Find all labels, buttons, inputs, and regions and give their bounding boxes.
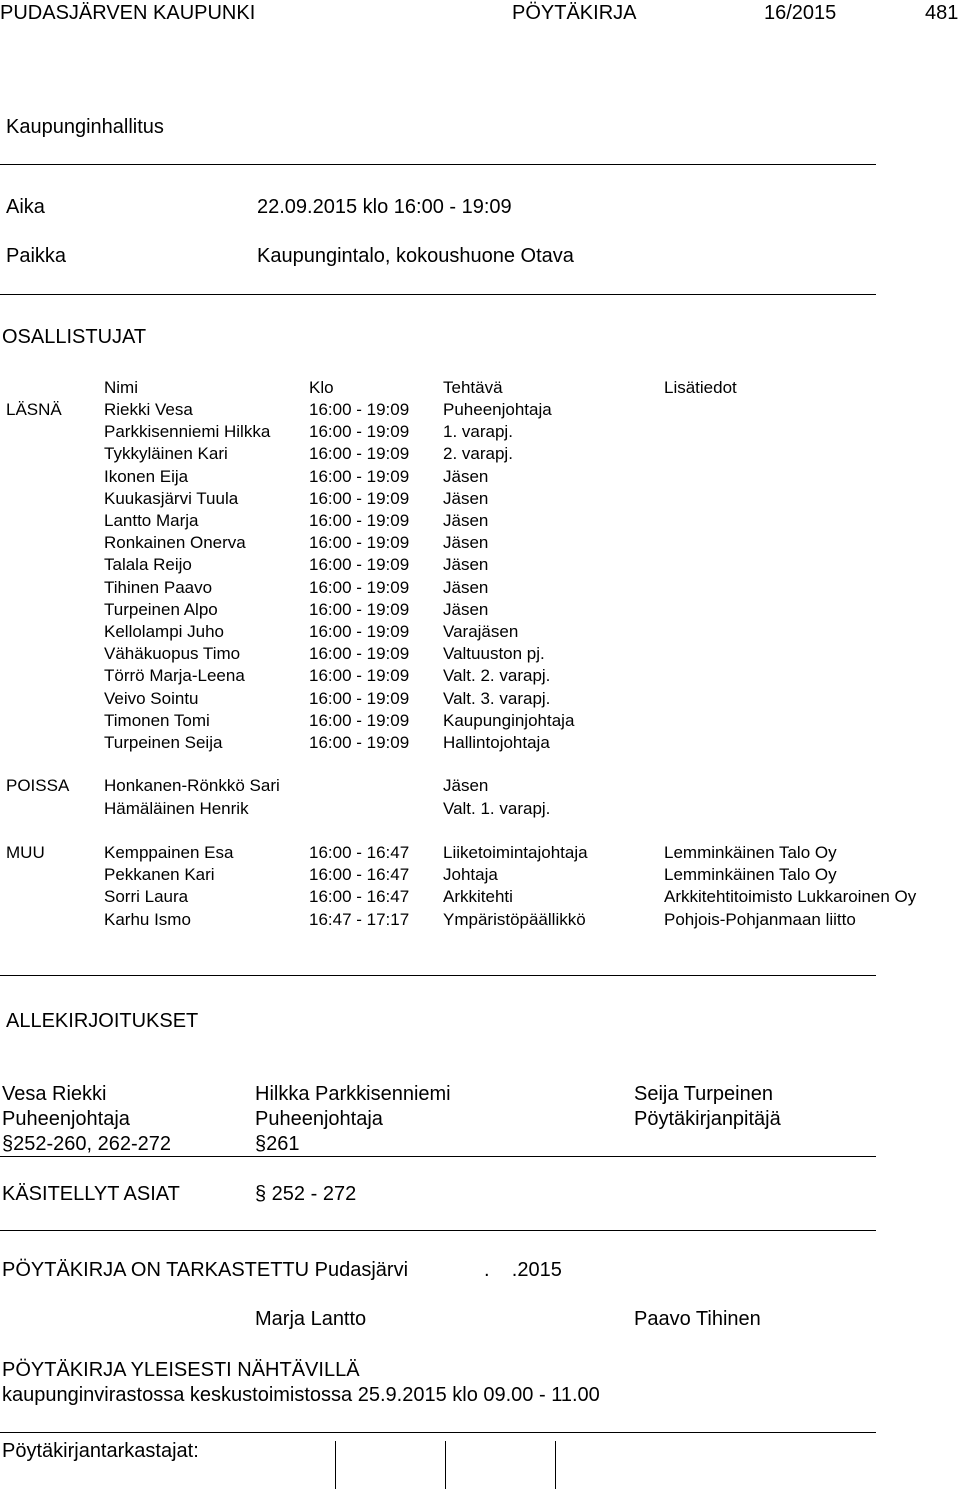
divider bbox=[0, 164, 876, 165]
participant-name: Kuukasjärvi Tuula bbox=[104, 488, 239, 508]
checker-1-name: Marja Lantto bbox=[255, 1308, 367, 1330]
participant-name: Talala Reijo bbox=[104, 555, 192, 575]
participant-name: Pekkanen Kari bbox=[104, 865, 215, 885]
participant-role: Hallintojohtaja bbox=[443, 733, 550, 752]
participant-name: Riekki Vesa bbox=[104, 400, 193, 419]
participant-time: 16:00 - 19:09 bbox=[309, 577, 410, 597]
absent-label: POISSA bbox=[6, 776, 70, 795]
participant-role: Arkkitehti bbox=[443, 887, 513, 907]
participant-time: 16:00 - 16:47 bbox=[309, 843, 410, 862]
participant-name: Parkkisenniemi Hilkka bbox=[104, 422, 271, 442]
participant-name: Lantto Marja bbox=[104, 511, 199, 530]
participant-name: Turpeinen Seija bbox=[104, 733, 223, 752]
participant-name: Tihinen Paavo bbox=[104, 577, 213, 597]
participant-role: Valt. 1. varapj. bbox=[443, 798, 551, 818]
participant-name: Kellolampi Juho bbox=[104, 622, 225, 641]
public-text: kaupunginvirastossa keskustoimistossa 25.9.2015 klo 09.00 - 11.00 bbox=[2, 1384, 600, 1406]
col-role-header: Tehtävä bbox=[443, 378, 503, 397]
participant-role: Jäsen bbox=[443, 466, 489, 486]
org-name: PUDASJÄRVEN KAUPUNKI bbox=[0, 2, 256, 24]
signer-2-sections: §261 bbox=[255, 1133, 300, 1155]
participant-name: Karhu Ismo bbox=[104, 909, 191, 929]
participant-name: Veivo Sointu bbox=[104, 688, 199, 708]
participant-name: Törrö Marja-Leena bbox=[104, 666, 245, 686]
participant-name: Tykkyläinen Kari bbox=[104, 444, 228, 464]
participant-time: 16:00 - 19:09 bbox=[309, 533, 410, 553]
participant-name: Ronkainen Onerva bbox=[104, 533, 246, 553]
participant-role: 1. varapj. bbox=[443, 422, 513, 442]
participant-role: Jäsen bbox=[443, 577, 489, 597]
signer-1-sections: §252-260, 262-272 bbox=[2, 1133, 172, 1155]
place-label: Paikka bbox=[6, 245, 67, 267]
signer-2-role: Puheenjohtaja bbox=[255, 1108, 383, 1130]
participant-time: 16:00 - 19:09 bbox=[309, 644, 410, 664]
participant-info: Pohjois-Pohjanmaan liitto bbox=[664, 909, 856, 929]
initial-box-divider bbox=[555, 1441, 556, 1489]
participant-time: 16:00 - 19:09 bbox=[309, 555, 410, 575]
participant-time: 16:00 - 19:09 bbox=[309, 400, 410, 419]
page-number: 481 bbox=[925, 2, 959, 24]
participant-time: 16:00 - 16:47 bbox=[309, 865, 410, 885]
participant-time: 16:00 - 19:09 bbox=[309, 511, 410, 530]
participant-role: Liiketoimintajohtaja bbox=[443, 843, 588, 862]
checker-2-name: Paavo Tihinen bbox=[634, 1308, 761, 1330]
participant-role: Johtaja bbox=[443, 865, 498, 885]
signer-3-name: Seija Turpeinen bbox=[634, 1083, 773, 1105]
participant-role: Jäsen bbox=[443, 599, 489, 619]
participant-name: Ikonen Eija bbox=[104, 466, 189, 486]
participant-role: Jäsen bbox=[443, 488, 489, 508]
participant-role: 2. varapj. bbox=[443, 444, 513, 464]
col-time-header: Klo bbox=[309, 378, 334, 397]
signer-1-name: Vesa Riekki bbox=[2, 1083, 107, 1105]
participant-time: 16:00 - 19:09 bbox=[309, 622, 410, 641]
doc-number: 16/2015 bbox=[764, 2, 837, 24]
participant-time: 16:00 - 19:09 bbox=[309, 444, 410, 464]
participant-time: 16:00 - 19:09 bbox=[309, 666, 410, 686]
participant-role: Jäsen bbox=[443, 533, 489, 553]
participant-name: Turpeinen Alpo bbox=[104, 599, 218, 619]
participant-name: Vähäkuopus Timo bbox=[104, 644, 241, 664]
participant-time: 16:00 - 19:09 bbox=[309, 710, 410, 730]
participant-time: 16:00 - 19:09 bbox=[309, 466, 410, 486]
participant-role: Valt. 2. varapj. bbox=[443, 666, 551, 686]
participant-name: Timonen Tomi bbox=[104, 710, 210, 730]
participant-time: 16:00 - 16:47 bbox=[309, 887, 410, 907]
participant-role: Jäsen bbox=[443, 511, 489, 530]
signer-2-name: Hilkka Parkkisenniemi bbox=[255, 1083, 451, 1105]
divider bbox=[0, 975, 876, 976]
participant-time: 16:00 - 19:09 bbox=[309, 599, 410, 619]
time-value: 22.09.2015 klo 16:00 - 19:09 bbox=[257, 196, 512, 218]
col-name-header: Nimi bbox=[104, 378, 138, 397]
checked-text: PÖYTÄKIRJA ON TARKASTETTU Pudasjärvi bbox=[2, 1259, 409, 1281]
signer-3-role: Pöytäkirjanpitäjä bbox=[634, 1108, 781, 1130]
participant-role: Ympäristöpäällikkö bbox=[443, 909, 586, 929]
present-label: LÄSNÄ bbox=[6, 400, 62, 419]
participant-time: 16:00 - 19:09 bbox=[309, 733, 410, 752]
signatures-title: ALLEKIRJOITUKSET bbox=[6, 1010, 199, 1032]
col-info-header: Lisätiedot bbox=[664, 378, 737, 397]
other-label: MUU bbox=[6, 843, 45, 862]
participant-info: Lemminkäinen Talo Oy bbox=[664, 843, 837, 862]
checked-date: . .2015 bbox=[484, 1259, 562, 1281]
participant-name: Kemppainen Esa bbox=[104, 843, 234, 862]
participants-title: OSALLISTUJAT bbox=[2, 326, 147, 348]
participant-role: Kaupunginjohtaja bbox=[443, 710, 575, 730]
initial-box-divider bbox=[335, 1441, 336, 1489]
participant-name: Honkanen-Rönkkö Sari bbox=[104, 776, 280, 795]
participant-role: Jäsen bbox=[443, 776, 489, 795]
handled-value: § 252 - 272 bbox=[255, 1183, 357, 1205]
divider bbox=[0, 1432, 876, 1433]
participant-time: 16:00 - 19:09 bbox=[309, 688, 410, 708]
participant-name: Sorri Laura bbox=[104, 887, 189, 907]
participant-role: Valt. 3. varapj. bbox=[443, 688, 551, 708]
divider bbox=[0, 294, 876, 295]
divider bbox=[0, 1156, 876, 1157]
time-label: Aika bbox=[6, 196, 45, 218]
handled-label: KÄSITELLYT ASIAT bbox=[2, 1183, 180, 1205]
participant-info: Lemminkäinen Talo Oy bbox=[664, 865, 837, 885]
participant-time: 16:00 - 19:09 bbox=[309, 422, 410, 442]
initial-box-divider bbox=[445, 1441, 446, 1489]
participant-role: Jäsen bbox=[443, 555, 489, 575]
participant-info: Arkkitehtitoimisto Lukkaroinen Oy bbox=[664, 887, 917, 907]
participant-role: Valtuuston pj. bbox=[443, 644, 545, 664]
participant-time: 16:00 - 19:09 bbox=[309, 488, 410, 508]
checkers-label: Pöytäkirjantarkastajat: bbox=[2, 1440, 199, 1462]
public-title: PÖYTÄKIRJA YLEISESTI NÄHTÄVILLÄ bbox=[2, 1359, 360, 1381]
participant-role: Puheenjohtaja bbox=[443, 400, 552, 419]
body-name: Kaupunginhallitus bbox=[6, 116, 164, 138]
participant-name: Hämäläinen Henrik bbox=[104, 798, 249, 818]
divider bbox=[0, 1230, 876, 1231]
doc-type: PÖYTÄKIRJA bbox=[512, 2, 637, 24]
participant-role: Varajäsen bbox=[443, 622, 519, 641]
place-value: Kaupungintalo, kokoushuone Otava bbox=[257, 245, 574, 267]
participant-time: 16:47 - 17:17 bbox=[309, 909, 410, 929]
signer-1-role: Puheenjohtaja bbox=[2, 1108, 130, 1130]
